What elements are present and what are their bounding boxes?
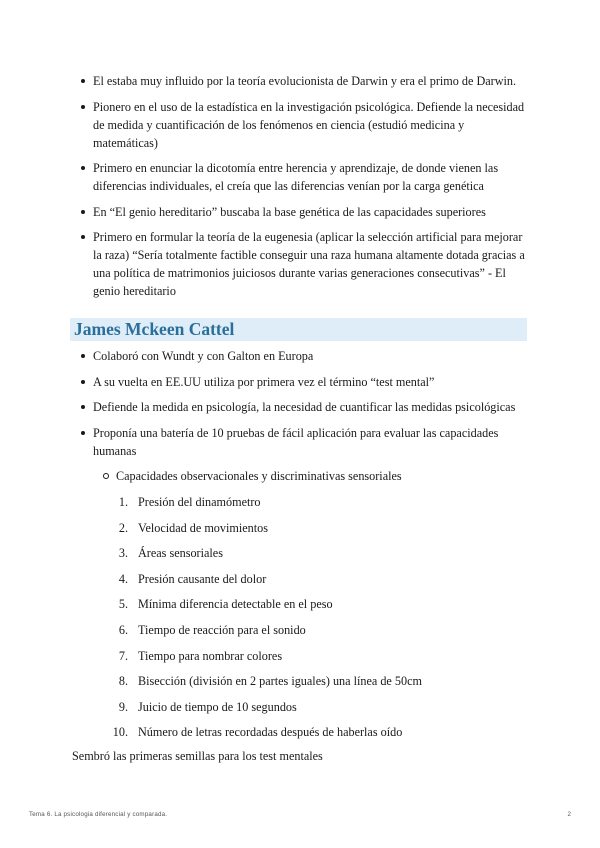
item-text: Áreas sensoriales bbox=[138, 546, 223, 561]
numbered-item bbox=[110, 647, 530, 673]
numbered-item bbox=[110, 723, 530, 749]
numbered-item bbox=[110, 672, 530, 698]
item-number: 5. bbox=[118, 597, 128, 612]
item-number: 7. bbox=[118, 648, 128, 663]
numbered-item bbox=[110, 544, 530, 570]
item-text: Tiempo para nombrar colores bbox=[138, 648, 283, 663]
item-text: Velocidad de movimientos bbox=[138, 520, 268, 535]
item-text: Presión causante del dolor bbox=[138, 571, 267, 586]
item-text: Tiempo de reacción para el sonido bbox=[138, 622, 306, 637]
bullet-item: Primero en formular la teoría de la eugenesia (aplicar la selección artificial para mejorar la raza) “Sería totalmente factible conseguir una raza humana altamente dotada gracias a una política de matrimonios juiciosos durante varias generaciones consecutivas” - El genio hereditario bbox=[72, 228, 532, 300]
bullet-item: Primero en enunciar la dicotomía entre herencia y aprendizaje, de donde vienen las diferencias individuales, el creía que las diferencias venían por la carga genética bbox=[72, 159, 532, 195]
numbered-item bbox=[110, 621, 530, 647]
galton-bullet-list bbox=[72, 72, 532, 308]
cattel-bullet-list bbox=[72, 347, 532, 467]
item-number: 1. bbox=[118, 495, 128, 509]
sub-bullet: Capacidades observacionales y discriminativas sensoriales bbox=[103, 467, 402, 485]
numbered-item bbox=[110, 698, 530, 724]
closing-paragraph: Sembró las primeras semillas para los test mentales bbox=[72, 749, 323, 763]
item-number: 9. bbox=[118, 699, 128, 714]
bullet-item: Colaboró con Wundt y con Galton en Europa bbox=[72, 347, 532, 365]
item-text: Mínima diferencia detectable en el peso bbox=[138, 597, 333, 612]
item-number: 2. bbox=[118, 520, 128, 535]
item-number: 3. bbox=[118, 546, 128, 561]
item-number: 10. bbox=[112, 725, 128, 740]
numbered-item bbox=[110, 493, 530, 519]
page-number: 2 bbox=[567, 811, 571, 818]
numbered-item bbox=[110, 519, 530, 545]
footer-title: Tema 6. La psicologia diferencial y comparada. bbox=[29, 811, 168, 818]
bullet-item: El estaba muy influido por la teoría evolucionista de Darwin y era el primo de Darwin. bbox=[72, 72, 532, 90]
item-text: Juicio de tiempo de 10 segundos bbox=[138, 699, 297, 714]
bullet-item: Proponía una batería de 10 pruebas de fácil aplicación para evaluar las capacidades humanas bbox=[72, 424, 532, 460]
item-number: 4. bbox=[118, 571, 128, 586]
numbered-item bbox=[110, 570, 530, 596]
tests-numbered-list bbox=[110, 493, 530, 749]
item-number: 8. bbox=[118, 674, 128, 689]
numbered-item bbox=[110, 595, 530, 621]
bullet-item: Pionero en el uso de la estadística en la investigación psicológica. Defiende la necesidad de medida y cuantificación de los fenómenos en ciencia (estudió medicina y matemáticas) bbox=[72, 98, 532, 152]
item-text: Bisección (división en 2 partes iguales) una línea de 50cm bbox=[138, 674, 422, 689]
section-heading: James Mckeen Cattel bbox=[70, 318, 527, 341]
bullet-item: En “El genio hereditario” buscaba la base genética de las capacidades superiores bbox=[72, 203, 532, 221]
item-text: Número de letras recordadas después de haberlas oído bbox=[138, 725, 403, 740]
item-text: Presión del dinamómetro bbox=[138, 495, 261, 509]
bullet-item: A su vuelta en EE.UU utiliza por primera vez el término “test mental” bbox=[72, 373, 532, 391]
item-number: 6. bbox=[118, 622, 128, 637]
bullet-item: Defiende la medida en psicología, la necesidad de cuantificar las medidas psicológicas bbox=[72, 398, 532, 416]
